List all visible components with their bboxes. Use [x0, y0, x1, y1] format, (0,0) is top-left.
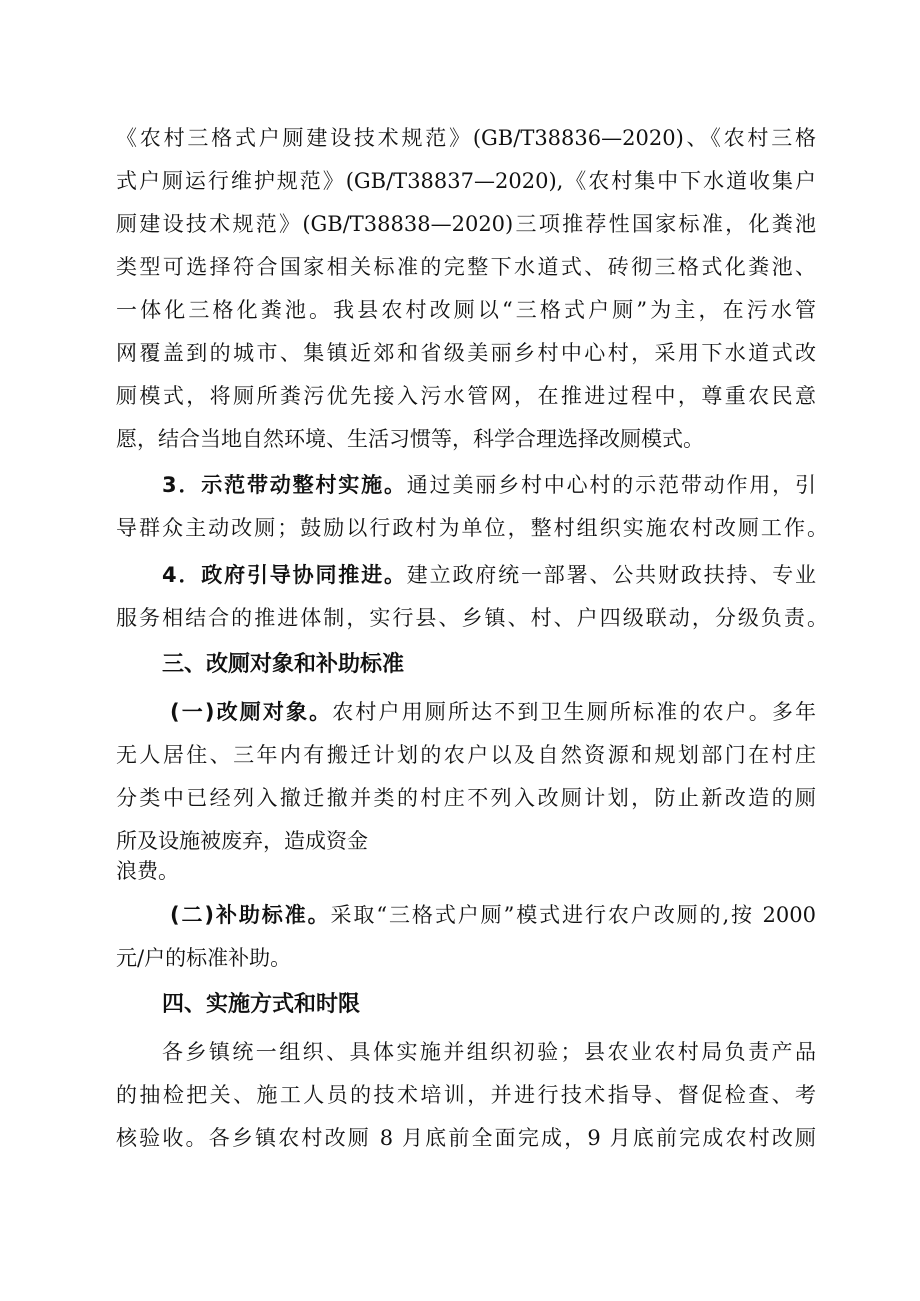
text-line: 核验收。各乡镇农村改厕 8 月底前全面完成，9 月底前完成农村改厕 [116, 1126, 816, 1150]
text-line: 一体化三格化粪池。我县农村改厕以“三格式户厕”为主，在污水管 [116, 298, 816, 322]
text-line: 导群众主动改厕；鼓励以行政村为单位，整村组织实施农村改厕工作。 [116, 516, 828, 540]
sub-1-label: (一)改厕对象。 [170, 700, 333, 724]
text-line: 愿，结合当地自然环境、生活习惯等，科学合理选择改厕模式。 [116, 427, 704, 451]
text-line: 厕模式，将厕所粪污优先接入污水管网，在推进过程中，尊重农民意 [116, 384, 816, 408]
text-line: 浪费。 [116, 859, 179, 883]
text-line: 类型可选择符合国家相关标准的完整下水道式、砖彻三格式化粪池、 [116, 255, 816, 279]
item-3-first-line [162, 470, 816, 500]
text-line: 分类中已经列入撤迁撤并类的村庄不列入改厕计划，防止新改造的厕 [116, 786, 816, 810]
item-3-label: 3．示范带动整村实施。 [162, 473, 407, 497]
sub-1-first-line [170, 697, 816, 727]
text-line: 厕建设技术规范》(GB/T38838—2020)三项推荐性国家标准，化粪池 [116, 212, 816, 236]
text-line: 《农村三格式户厕建设技术规范》(GB/T38836—2020)、《农村三格 [116, 126, 816, 150]
sub-2-first-line [170, 900, 816, 930]
text-line: 元/户的标准补助。 [116, 946, 292, 970]
text-line: 服务相结合的推进体制，实行县、乡镇、村、户四级联动，分级负责。 [116, 606, 828, 630]
item-4-first-line [162, 560, 816, 590]
text-line: 无人居住、三年内有搬迁计划的农户以及自然资源和规划部门在村庄 [116, 743, 816, 767]
text-line: 各乡镇统一组织、具体实施并组织初验；县农业农村局负责产品 [162, 1040, 816, 1064]
sub-1-text: 农村户用厕所达不到卫生厕所标准的农户。多年 [332, 700, 816, 724]
text-line: 所及设施被废弃，造成资金 [116, 829, 368, 853]
item-4-label: 4．政府引导协同推进。 [162, 563, 407, 587]
section-heading-3: 三、改厕对象和补助标准 [162, 652, 405, 677]
text-line: 网覆盖到的城市、集镇近郊和省级美丽乡村中心村，采用下水道式改 [116, 341, 816, 365]
section-heading-4: 四、实施方式和时限 [162, 992, 361, 1017]
item-4-text: 建立政府统一部署、公共财政扶持、专业 [406, 563, 816, 587]
item-3-text: 通过美丽乡村中心村的示范带动作用，引 [406, 473, 816, 497]
text-line: 的抽检把关、施工人员的技术培训，并进行技术指导、督促检查、考 [116, 1083, 816, 1107]
sub-2-text: 采取“三格式户厕”模式进行农户改厕的,按 2000 [330, 903, 816, 927]
text-line: 式户厕运行维护规范》(GB/T38837—2020),《农村集中下水道收集户 [116, 169, 816, 193]
sub-2-label: (二)补助标准。 [170, 903, 331, 927]
